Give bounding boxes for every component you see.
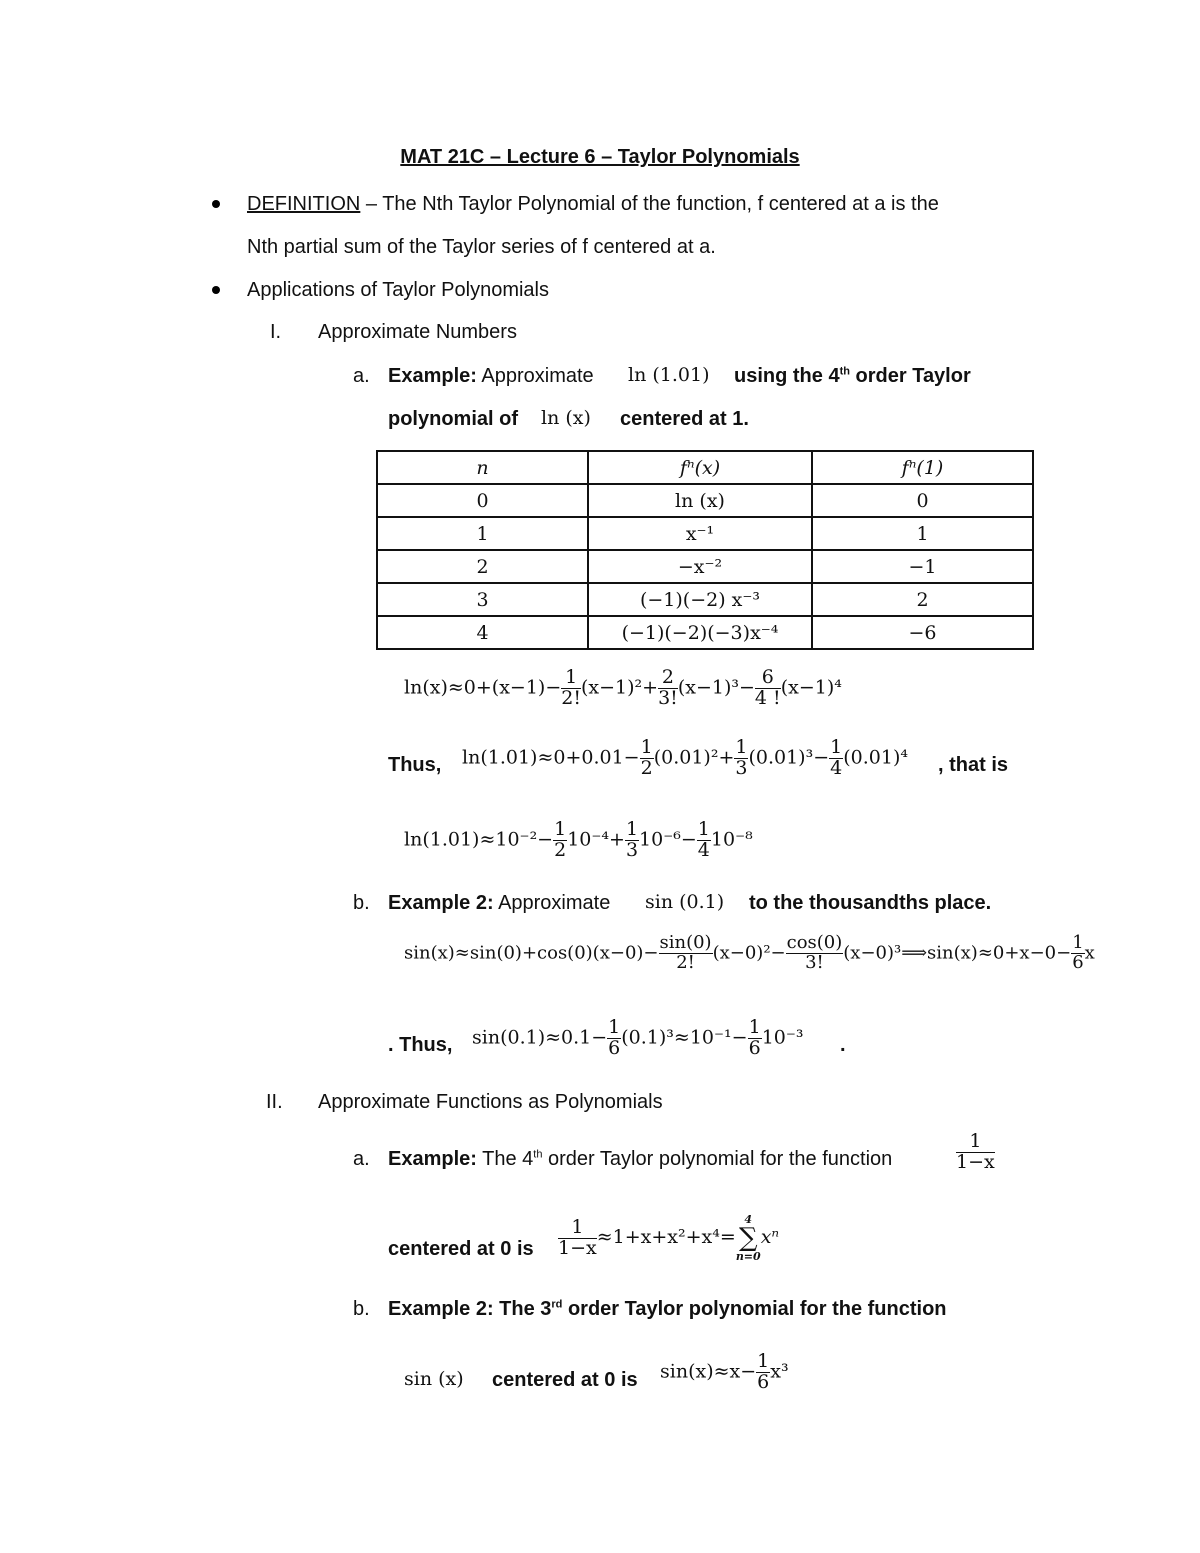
thus-label-2: . Thus, [388, 1034, 453, 1056]
equation-geometric-series [558, 1214, 779, 1262]
eq-part: (x−1)³− [677, 676, 755, 699]
fraction [553, 820, 567, 861]
denominator: 6 [748, 1036, 761, 1059]
fraction [658, 668, 678, 709]
section-1-heading: Approximate Numbers [318, 321, 517, 343]
example-text: The 4 [476, 1148, 534, 1170]
eq-part: (0.01)⁴ [843, 746, 908, 769]
example-b-line [388, 892, 610, 915]
table-cell: ln (x) [588, 484, 812, 517]
example-text: order Taylor polynomial for the function [542, 1148, 893, 1170]
numerator: 1 [697, 818, 710, 840]
sigma-icon: ∑ [738, 1223, 758, 1253]
numerator: sin(0) [659, 932, 712, 953]
fraction [607, 1018, 621, 1059]
denominator: 2! [561, 686, 581, 709]
fraction [748, 1018, 762, 1059]
section-2-numeral: II. [266, 1091, 283, 1113]
denominator: 3! [805, 951, 824, 973]
eq-part: sin(x)≈x− [660, 1360, 757, 1383]
example-a-line-1 [388, 365, 594, 388]
sum-lower-limit: n=0 [735, 1250, 761, 1263]
eq-part: sin(0.1)≈0.1− [472, 1026, 608, 1049]
numerator: 1 [735, 736, 748, 758]
eq-part: (x−0)³⟹sin(x)≈0+x−0− [843, 942, 1072, 964]
table-cell: 0 [812, 484, 1033, 517]
fraction [734, 738, 748, 779]
equation-sin-0-1 [472, 1018, 804, 1059]
sum-upper-limit: 4 [744, 1213, 753, 1226]
eq-part: ln(x)≈0+(x−1)− [404, 676, 562, 699]
denominator: 4 [830, 756, 843, 779]
numerator: 1 [625, 818, 639, 840]
page-title: MAT 21C – Lecture 6 – Taylor Polynomials [400, 146, 800, 168]
trailing-period: . [840, 1034, 846, 1056]
denominator: 1−x [956, 1150, 995, 1173]
table-cell: 4 [377, 616, 588, 649]
definition-line-1 [247, 193, 939, 216]
derivatives-table [376, 450, 1034, 650]
equation-ln-1-01-powers [404, 820, 753, 861]
example-a-text-4: polynomial of [388, 408, 518, 430]
fraction [697, 820, 711, 861]
example-label: Example: [388, 365, 477, 387]
table-cell: 2 [377, 550, 588, 583]
equation-ln-1-01-expansion [462, 738, 908, 779]
denominator: 1−x [558, 1236, 597, 1259]
table-header: n [377, 451, 588, 484]
denominator: 2! [676, 951, 695, 973]
superscript: th [839, 365, 850, 378]
example-2a-line [388, 1148, 892, 1171]
superscript: rd [551, 1298, 563, 1311]
numerator: 1 [748, 1016, 761, 1038]
denominator: 2 [554, 838, 567, 861]
definition-text: – The Nth Taylor Polynomial of the function, f centered at a is the [360, 193, 939, 215]
eq-part: 10⁻³ [761, 1026, 804, 1049]
denominator: 2 [640, 756, 653, 779]
section-2-heading: Approximate Functions as Polynomials [318, 1091, 663, 1113]
table-cell: 0 [377, 484, 588, 517]
eq-part: (0.01)²+ [653, 746, 735, 769]
example-2a-letter: a. [353, 1148, 370, 1170]
table-cell: 1 [812, 517, 1033, 550]
example-2b-letter: b. [353, 1298, 370, 1320]
denominator: 3! [658, 686, 678, 709]
eq-part: sin(x)≈sin(0)+cos(0)(x−0)− [404, 942, 659, 964]
example-text: The 3 [493, 1298, 552, 1320]
table-row [377, 616, 1033, 649]
math-sin-x: sin (x) [404, 1368, 464, 1390]
table-header-row [377, 451, 1033, 484]
fraction [829, 738, 843, 779]
eq-part: 10⁻⁴+ [567, 828, 625, 851]
numerator: 1 [640, 736, 653, 758]
example-a-text-2 [734, 365, 971, 388]
table-cell: (−1)(−2) x⁻³ [588, 583, 812, 616]
equation-ln-x-expansion [404, 668, 842, 709]
centered-at-0-label-2: centered at 0 is [492, 1369, 638, 1391]
table-row [377, 583, 1033, 616]
fraction [1071, 934, 1084, 973]
fraction [558, 1215, 597, 1259]
eq-part: (x−0)²− [712, 942, 786, 964]
example-text: using the 4 [734, 365, 840, 387]
fraction-one-over-one-minus-x [956, 1132, 995, 1173]
superscript: th [533, 1148, 543, 1161]
table-cell: 1 [377, 517, 588, 550]
bullet-dot [212, 200, 220, 208]
eq-part: ln(1.01)≈10⁻²− [404, 828, 554, 851]
equation-sin-expansion [404, 934, 1095, 973]
fraction [786, 934, 844, 973]
example-a-letter: a. [353, 365, 370, 387]
numerator: 1 [956, 1132, 995, 1153]
denominator: 6 [1072, 951, 1084, 973]
denominator: 4 [697, 838, 710, 861]
eq-part: ≈1+x+x²+x⁴= [596, 1226, 736, 1248]
applications-heading: Applications of Taylor Polynomials [247, 279, 550, 301]
example-text: Approximate [481, 365, 594, 387]
math-ln-1-01: ln (1.01) [628, 364, 710, 386]
fraction [625, 820, 639, 861]
example-text: Approximate [498, 892, 611, 914]
table-cell: 2 [812, 583, 1033, 616]
fraction [561, 668, 581, 709]
that-is-label: , that is [938, 754, 1009, 776]
example-label: Example 2: [388, 892, 494, 914]
denominator: 3 [625, 838, 639, 861]
table-cell: −1 [812, 550, 1033, 583]
thus-label: Thus, [388, 754, 442, 776]
eq-part: (0.01)³− [748, 746, 830, 769]
example-b-letter: b. [353, 892, 370, 914]
fraction [956, 1132, 995, 1173]
example-a-text-5: centered at 1. [620, 408, 749, 430]
summation [736, 1214, 761, 1262]
denominator: 4 ! [754, 686, 781, 709]
table-cell: 3 [377, 583, 588, 616]
numerator: 1 [757, 1350, 770, 1372]
centered-at-0-label: centered at 0 is [388, 1238, 534, 1260]
example-text: order Taylor [849, 365, 971, 387]
table-cell: −x⁻² [588, 550, 812, 583]
eq-part: (x−1)⁴ [780, 676, 842, 699]
table-cell: x⁻¹ [588, 517, 812, 550]
numerator: 1 [830, 736, 843, 758]
numerator: 1 [554, 818, 567, 840]
sum-term: xⁿ [760, 1226, 780, 1248]
numerator: 2 [658, 668, 678, 689]
eq-part: ln(1.01)≈0+0.01− [462, 746, 640, 769]
table-cell: −6 [812, 616, 1033, 649]
denominator: 3 [735, 756, 748, 779]
eq-part: (0.1)³≈10⁻¹− [621, 1026, 748, 1049]
fraction [659, 934, 713, 973]
numerator: 6 [755, 668, 781, 689]
example-label: Example 2: [388, 1298, 494, 1320]
eq-part: 10⁻⁸ [710, 828, 753, 851]
eq-part: x³ [770, 1360, 789, 1383]
table-row [377, 517, 1033, 550]
equation-sin-cubic [660, 1352, 789, 1393]
definition-label: DEFINITION [247, 193, 361, 215]
table-cell: (−1)(−2)(−3)x⁻⁴ [588, 616, 812, 649]
denominator: 6 [608, 1036, 621, 1059]
table-header: fⁿ(x) [588, 451, 812, 484]
example-text: order Taylor polynomial for the function [562, 1298, 947, 1320]
example-label: Example: [388, 1148, 477, 1170]
numerator: 1 [558, 1218, 597, 1239]
math-ln-x: ln (x) [541, 407, 591, 429]
table-row [377, 484, 1033, 517]
fraction [756, 1352, 770, 1393]
eq-part: x [1084, 942, 1095, 964]
example-b-text-2: to the thousandths place. [749, 892, 992, 914]
denominator: 6 [757, 1370, 770, 1393]
eq-part: (x−1)²+ [581, 676, 659, 699]
fraction [640, 738, 654, 779]
table-header: fⁿ(1) [812, 451, 1033, 484]
definition-line-2: Nth partial sum of the Taylor series of f centered at a. [247, 236, 716, 258]
fraction [755, 668, 781, 709]
numerator: cos(0) [786, 932, 843, 953]
bullet-dot [212, 286, 220, 294]
table-row [377, 550, 1033, 583]
example-2b-line [388, 1298, 947, 1321]
numerator: 1 [608, 1016, 621, 1038]
numerator: 1 [561, 668, 581, 689]
numerator: 1 [1072, 932, 1084, 953]
eq-part: 10⁻⁶− [639, 828, 697, 851]
section-1-numeral: I. [270, 321, 282, 343]
math-sin-0-1: sin (0.1) [645, 891, 725, 913]
